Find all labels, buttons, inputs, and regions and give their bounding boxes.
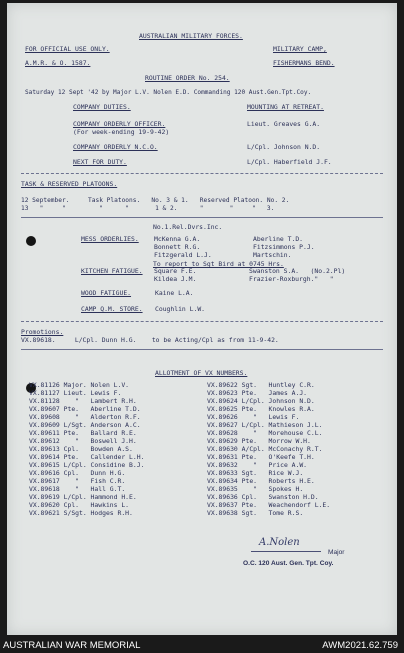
- archive-name: AUSTRALIAN WAR MEMORIAL: [3, 640, 141, 651]
- promotions-heading: Promotions.: [21, 328, 64, 336]
- divider: [21, 217, 383, 218]
- vx-entry: VX.89638 Sgt. Tome R.S.: [207, 509, 304, 517]
- vx-entry: VX.89626 " Lewis F.: [207, 413, 300, 421]
- vx-entry: VX.89618 " Hall G.T.: [29, 485, 126, 493]
- mounting-heading: MOUNTING AT RETREAT.: [247, 103, 324, 111]
- orderly-nco-name: L/Cpl. Johnson N.D.: [247, 143, 321, 151]
- vx-entry: VX.89617 " Fish C.R.: [29, 477, 126, 485]
- orderly-nco-label: COMPANY ORDERLY N.C.O.: [73, 143, 158, 151]
- vx-entry: VX.89608 " Alderton R.F.: [29, 413, 141, 421]
- vx-entry: VX.89614 Pte. Callender L.H.: [29, 453, 145, 461]
- vx-entry: VX.89631 Pte. O'Keefe T.H.: [207, 453, 315, 461]
- mess-orderlies-column-1: [154, 235, 212, 259]
- signatory-rank: Major: [328, 549, 345, 556]
- allotment-left-column: [29, 381, 144, 517]
- orderly-officer-name: Lieut. Greaves G.A.: [247, 120, 321, 128]
- next-for-duty-name: L/Cpl. Haberfield J.F.: [247, 158, 332, 166]
- vx-entry: VX.89612 " Boswell J.H.: [29, 437, 137, 445]
- orderly-officer-note: (For week-ending 19-9-42): [73, 128, 170, 136]
- vx-entry: VX.89616 Cpl. Dunn H.G.: [29, 469, 126, 477]
- vx-entry: VX.89621 S/Sgt. Hodges R.H.: [29, 509, 133, 517]
- archive-caption-bar: [0, 638, 404, 653]
- fatigues-title: No.1.Rel.Dvrs.Inc.: [153, 223, 223, 231]
- punch-hole: [26, 236, 36, 246]
- vx-entry: VX.81128 " Lambert R.H.: [29, 397, 137, 405]
- kitchen-column-2: [249, 267, 345, 283]
- officer-commanding-stamp: O.C. 120 Aust. Gen. Tpt. Coy.: [243, 560, 334, 567]
- vx-entry: VX.81127 Lieut. Lewis F.: [29, 389, 122, 397]
- camp-name: MILITARY CAMP,: [273, 45, 327, 53]
- mess-orderly-name: Bonnett R.G.: [154, 243, 201, 251]
- platoons-heading: TASK & RESERVED PLATOONS.: [21, 180, 118, 188]
- mess-orderly-name: Fitzsimmons P.J.: [253, 243, 315, 251]
- company-duties-heading: COMPANY DUTIES.: [73, 103, 131, 111]
- document-title: AUSTRALIAN MILITARY FORCES.: [139, 32, 243, 40]
- orderly-officer-label: COMPANY ORDERLY OFFICER.: [73, 120, 166, 128]
- promotion-entry: VX.89618. L/Cpl. Dunn H.G. to be Acting/Cpl as from 11-9-42.: [21, 336, 279, 344]
- kitchen-name: Kildea J.M.: [154, 275, 197, 283]
- document-page: [7, 3, 397, 635]
- vx-entry: VX.89629 Pte. Morrow W.H.: [207, 437, 311, 445]
- divider: [21, 321, 383, 322]
- vx-entry: VX.89628 " Morehouse C.L.: [207, 429, 323, 437]
- vx-entry: VX.89613 Cpl. Bowden A.S.: [29, 445, 133, 453]
- wood-fatigue-name: Kaine L.A.: [155, 289, 194, 297]
- vx-entry: VX.89625 Pte. Knowles R.A.: [207, 405, 315, 413]
- camp-location: FISHERMANS BEND.: [273, 59, 335, 67]
- vx-entry: VX.89636 Cpl. Swanston H.D.: [207, 493, 319, 501]
- handwritten-signature: A.Nolen: [259, 537, 300, 548]
- mess-orderlies-column-2: [253, 235, 315, 259]
- archive-reference: AWM2021.62.759: [322, 640, 398, 651]
- divider: [21, 349, 383, 350]
- signature-line: [251, 551, 321, 552]
- qm-store-label: CAMP Q.M. STORE.: [81, 305, 143, 313]
- kitchen-column-1: [154, 267, 196, 283]
- wood-fatigue-label: WOOD FATIGUE.: [81, 289, 132, 297]
- order-by-line: Saturday 12 Sept '42 by Major L.V. Nolen E.D. Commanding 120 Aust.Gen.Tpt.Coy.: [25, 89, 312, 96]
- mess-orderlies-label: MESS ORDERLIES.: [81, 235, 139, 243]
- mess-orderly-name: Fitzgerald L.J.: [154, 251, 212, 259]
- mess-orderly-name: Martschin.: [253, 251, 292, 259]
- vx-entry: VX.89611 Pte. Ballard R.E.: [29, 429, 137, 437]
- qm-store-name: Coughlin L.W.: [155, 305, 206, 313]
- vx-entry: VX.89622 Sgt. Huntley C.R.: [207, 381, 315, 389]
- vx-entry: VX.89630 A/Cpl. McConachy R.T.: [207, 445, 323, 453]
- routine-order-number: ROUTINE ORDER No. 254.: [145, 74, 230, 82]
- kitchen-name: Square F.E.: [154, 267, 197, 275]
- vx-entry: VX.89635 " Spokes H.: [207, 485, 304, 493]
- kitchen-fatigue-label: KITCHEN FATIGUE.: [81, 267, 143, 275]
- vx-entry: VX.89623 Pte. James A.J.: [207, 389, 308, 397]
- vx-entry: VX.89633 Sgt. Rice W.J.: [207, 469, 304, 477]
- vx-entry: VX.89624 L/Cpl. Johnson N.D.: [207, 397, 315, 405]
- kitchen-name: Swanston S.A. (No.2.Pl): [249, 267, 346, 275]
- mess-orderly-name: McKenna G.A.: [154, 235, 201, 243]
- vx-entry: VX.89627 L/Cpl. Mathieson J.L.: [207, 421, 323, 429]
- platoons-row-13: 13 " " " " 1 & 2. " " " 3.: [21, 205, 275, 212]
- kitchen-name: Frazier-Roxburgh." ": [249, 275, 334, 283]
- mess-orderly-name: Aberline T.D.: [253, 235, 304, 243]
- vx-entry: VX.89609 L/Sgt. Anderson A.C.: [29, 421, 141, 429]
- allotment-heading: ALLOTMENT OF VX NUMBERS.: [155, 369, 248, 377]
- official-use-label: FOR OFFICIAL USE ONLY.: [25, 45, 110, 53]
- vx-entry: VX.89620 Cpl. Hawkins L.: [29, 501, 130, 509]
- next-for-duty-label: NEXT FOR DUTY.: [73, 158, 127, 166]
- vx-entry: VX.89615 L/Cpl. Considine B.J.: [29, 461, 145, 469]
- amr-reference: A.M.R. & O. 1587.: [25, 59, 91, 67]
- vx-entry: VX.89632 " Price A.W.: [207, 461, 308, 469]
- vx-entry: VX.89619 L/Cpl. Hammond H.E.: [29, 493, 137, 501]
- divider: [21, 173, 383, 174]
- vx-entry: VX.89634 Pte. Roberts H.E.: [207, 477, 315, 485]
- allotment-right-column: [207, 381, 330, 517]
- platoons-row-12: 12 September. Task Platoons. No. 3 & 1. Reserved Platoon. No. 2.: [21, 197, 290, 204]
- vx-entry: VX.81126 Major. Nolen L.V.: [29, 381, 130, 389]
- report-instruction: To report to Sgt Bird at 0745 Hrs.: [153, 260, 284, 268]
- vx-entry: VX.89607 Pte. Aberline T.D.: [29, 405, 141, 413]
- vx-entry: VX.89637 Pte. Weachendorf L.E.: [207, 501, 331, 509]
